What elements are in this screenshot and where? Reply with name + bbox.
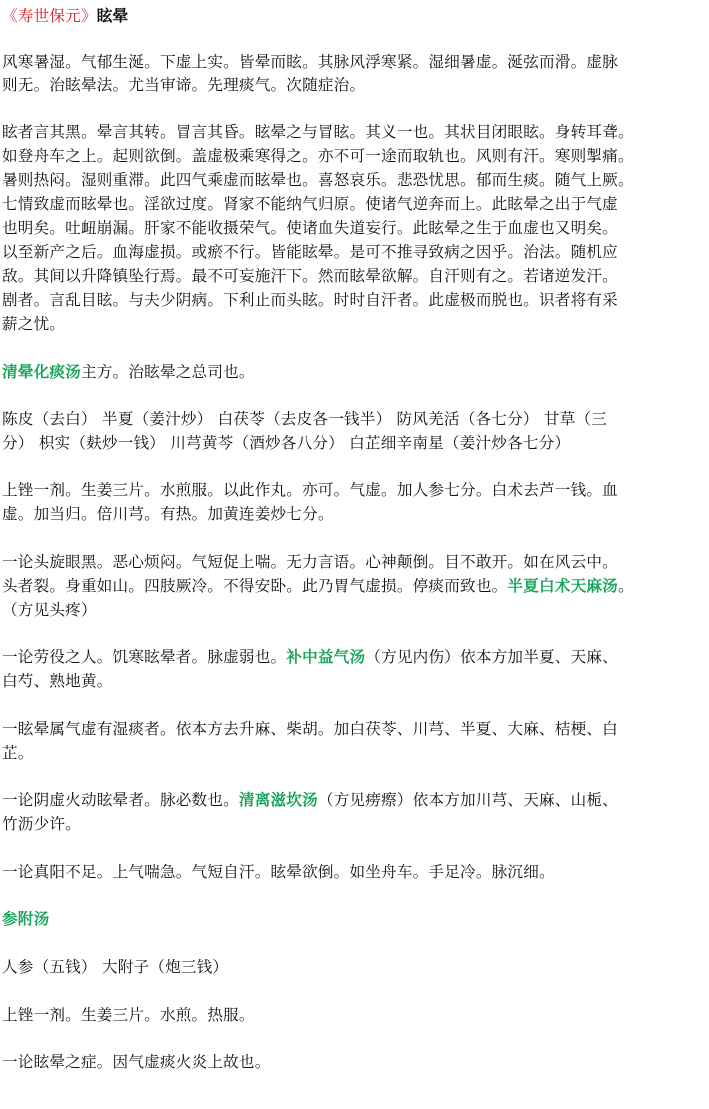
heading [2,4,128,28]
case3-line2: 芷。 [2,744,34,762]
case4-line2: 竹沥少许。 [2,815,81,833]
para2-line3: 暑则热闷。湿则重滞。此四气乘虚而眩晕也。喜怒哀乐。悲恐忧思。郁而生痰。随气上厥。 [2,171,634,189]
case1-punct: 。 [617,577,634,595]
case6-line1: 一论眩晕之症。因气虚痰火炎上故也。 [2,1053,271,1071]
preparation-line2: 虚。加当归。倍川芎。有热。加黄连姜炒七分。 [2,505,334,523]
case5-line1: 一论真阳不足。上气喘急。气短自汗。眩晕欲倒。如坐舟车。手足冷。脉沉细。 [2,863,555,881]
case1-line2 [2,574,634,598]
case1-formula-name: 半夏白术天麻汤 [507,576,618,595]
case1-line1: 一论头旋眼黑。恶心烦闷。气短促上喘。无力言语。心神颠倒。目不敢开。如在风云中。 [2,553,618,571]
case1-line3: （方见头疼） [2,601,97,619]
para2-line1: 眩者言其黑。晕言其转。冒言其昏。眩晕之与冒眩。其义一也。其状目闭眼眩。身转耳聋。 [2,123,634,141]
case4-formula-name: 清离滋坎汤 [238,790,318,809]
para2-line5: 也明矣。吐衄崩漏。肝家不能收摄荣气。使诸血失道妄行。此眩晕之生于血虚也又明矣。 [2,219,618,237]
para1-line1: 风寒暑湿。气郁生涎。下虚上实。皆晕而眩。其脉风浮寒紧。湿细暑虚。涎弦而滑。虚脉 [2,53,618,71]
shenfu-ingredients: 人参（五钱） 大附子（炮三钱） [2,958,229,976]
ingredients-line2: 分） 枳实（麸炒一钱） 川芎黄芩（酒炒各八分） 白芷细辛南星（姜汁炒各七分） [2,434,571,452]
para1-line2: 则无。治眩晕法。尤当审谛。先理痰气。次随症治。 [2,76,366,94]
case2-formula-name: 补中益气汤 [286,647,366,666]
para2-line6: 以至新产之后。血海虚损。或瘀不行。皆能眩晕。是可不推寻致病之因乎。治法。随机应 [2,243,618,261]
ingredients-line1: 陈皮（去白） 半夏（姜汁炒） 白茯苓（去皮各一钱半） 防风羌活（各七分） 甘草（三 [2,410,607,428]
case3-line1: 一眩晕属气虚有湿痰者。依本方去升麻、柴胡。加白茯苓、川芎、半夏、大麻、桔梗、白 [2,720,618,738]
case2-text-post: （方见内伤）依本方加半夏、天麻、 [365,648,618,666]
preparation-line1: 上锉一剂。生姜三片。水煎服。以此作丸。亦可。气虚。加人参七分。白术去芦一钱。血 [2,481,618,499]
formula-intro [2,360,255,384]
case2-line1 [2,645,618,669]
formula-intro-text: 主方。治眩晕之总司也。 [80,363,255,381]
para2-line2: 如登舟车之上。起则欲倒。盖虚极乘寒得之。亦不可一途而取轨也。风则有汗。寒则掣痛。 [2,147,634,165]
case4-text: 一论阴虚火动眩晕者。脉必数也。 [2,791,239,809]
case2-line2: 白芍、熟地黄。 [2,672,113,690]
case4-text-post: （方见痨瘵）依本方加川芎、天麻、山栀、 [317,791,618,809]
para2-line4: 七情致虚而眩晕也。淫欲过度。肾家不能纳气归原。使诸气逆奔而上。此眩晕之出于气虚 [2,195,618,213]
formula-name: 清晕化痰汤 [2,362,81,381]
case1-text: 头者裂。身重如山。四肢厥冷。不得安卧。此乃胃气虚损。停痰而致也。 [2,577,508,595]
book-title: 《寿世保元》 [2,7,97,25]
shenfu-preparation: 上锉一剂。生姜三片。水煎。热服。 [2,1006,255,1024]
para2-line9: 薪之忧。 [2,315,66,333]
para2-line8: 剧者。言乱目眩。与夫少阴病。下利止而头眩。时时自汗者。此虚极而脱也。识者将有采 [2,291,618,309]
case4-line1 [2,788,618,812]
para2-line7: 敌。其间以升降镇坠行焉。最不可妄施汗下。然而眩晕欲解。自汗则有之。若诸逆发汗。 [2,267,618,285]
case2-text: 一论劳役之人。饥寒眩晕者。脉虚弱也。 [2,648,287,666]
topic-title: 眩晕 [96,6,129,25]
formula-heading-shenfu: 参附汤 [2,909,50,928]
